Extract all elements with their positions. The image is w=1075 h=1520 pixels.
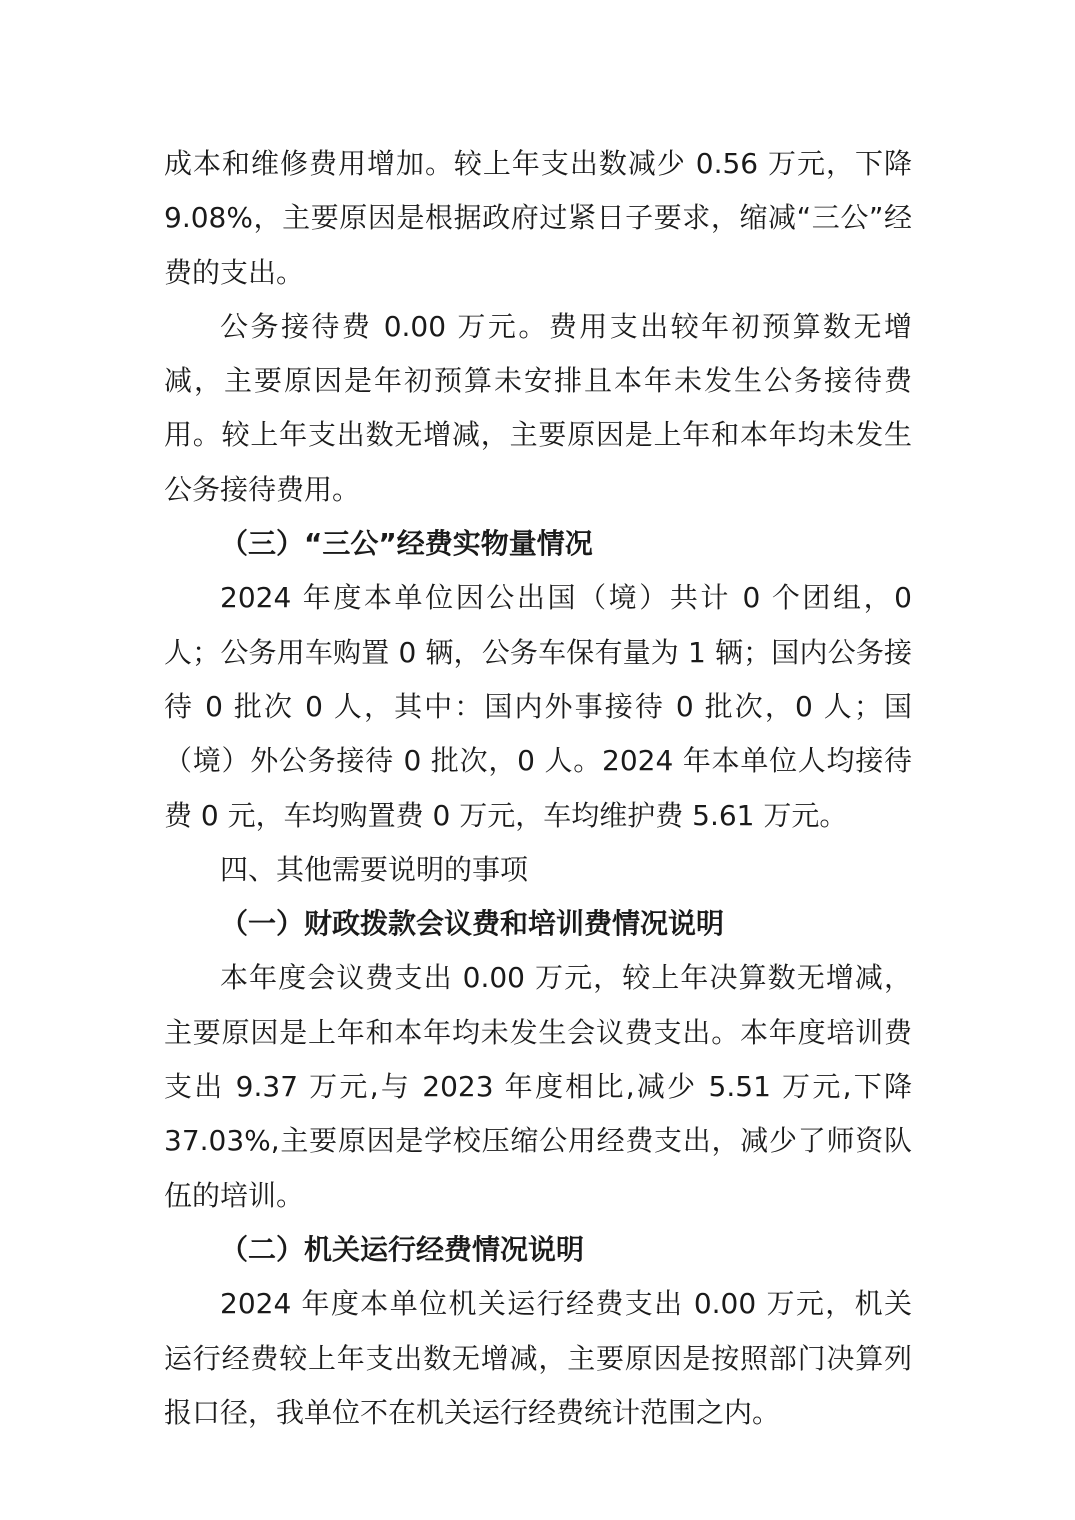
- paragraph-reception-fee: 公务接待费 0.00 万元。费用支出较年初预算数无增减，主要原因是年初预算未安排且本年未发生公务接待费用。较上年支出数无增减，主要原因是上年和本年均未发生公务接待费用。: [164, 309, 912, 506]
- sub-heading-meeting-training: （一）财政拨款会议费和培训费情况说明: [220, 907, 725, 941]
- paragraph-continued: 成本和维修费用增加。较上年支出数减少 0.56 万元，下降 9.08%，主要原因是根据政府过紧日子要求，缩减“三公”经费的支出。: [164, 147, 912, 289]
- paragraph-meeting-training: 本年度会议费支出 0.00 万元，较上年决算数无增减，主要原因是上年和本年均未发生会议费支出。本年度培训费支出 9.37 万元,与 2023 年度相比,减少 5.51 万元,下降 37.03%,主要原因是学校压缩公用经费支出，减少了师资队伍的培训。: [164, 961, 912, 1212]
- section-heading-physical-quantity: （三）“三公”经费实物量情况: [220, 527, 593, 561]
- document-page: [164, 137, 912, 1440]
- paragraph-physical-quantity: 2024 年度本单位因公出国（境）共计 0 个团组，0 人；公务用车购置 0 辆，公务车保有量为 1 辆；国内公务接待 0 批次 0 人，其中：国内外事接待 0 批次，0 人；国（境）外公务接待 0 批次，0 人。2024 年本单位人均接待费 0 元，车均购置费 0 万元，车均维护费 5.61 万元。: [164, 581, 912, 832]
- section-heading-other-matters: 四、其他需要说明的事项: [220, 852, 529, 886]
- sub-heading-operating-expenses: （二）机关运行经费情况说明: [220, 1232, 585, 1266]
- paragraph-operating-expenses: 2024 年度本单位机关运行经费支出 0.00 万元，机关运行经费较上年支出数无增减，主要原因是按照部门决算列报口径，我单位不在机关运行经费统计范围之内。: [164, 1287, 912, 1429]
